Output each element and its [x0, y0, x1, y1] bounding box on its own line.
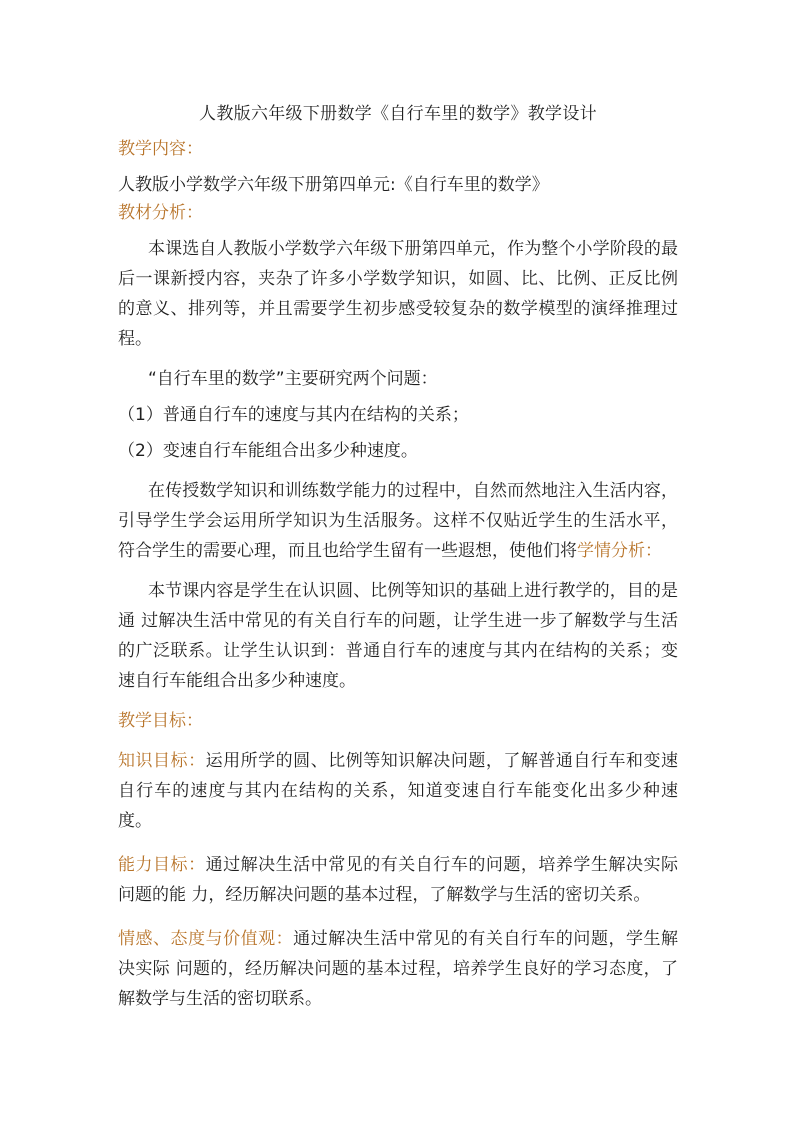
section-heading-content: 教学内容： [118, 139, 203, 159]
section-heading-goals: 教学目标： [118, 711, 203, 731]
student-paragraph-1: 本节课内容是学生在认识圆、比例等知识的基础上进行教学的，目的是通 过解决生活中常见的有关自行车的问题，让学生进一步了解数学与生活的广泛联系。让学生认识到：普通自行车的速度与其内在结构的关系；变速自行车能组合出多少种速度。 [118, 581, 678, 691]
goal-emotion-text: 通过解决生活中常见的有关自行车的问题，学生解决实际 问题的，经历解决问题的基本过程，培养学生良好的学习态度，了解数学与生活的密切联系。 [118, 929, 679, 1009]
analysis-paragraph-3 [118, 476, 678, 566]
goal-emotion-label: 情感、态度与价值观： [118, 929, 294, 949]
goal-knowledge-label: 知识目标： [118, 751, 206, 771]
analysis-question-2: （2）变速自行车能组合出多少种速度。 [118, 441, 418, 461]
analysis-question-1: （1）普通自行车的速度与其内在结构的关系； [118, 405, 469, 425]
goal-ability-text: 通过解决生活中常见的有关自行车的问题，培养学生解决实际问题的能 力，经历解决问题的基本过程，了解数学与生活的密切关系。 [118, 855, 679, 905]
goal-ability-label: 能力目标： [118, 855, 206, 875]
analysis-paragraph-3-text: 在传授数学知识和训练数学能力的过程中，自然而然地注入生活内容，引导学生学会运用所学知识为生活服务。这样不仅贴近学生的生活水平，符合学生的需要心理，而且也给学生留有一些遐想，使他们将 [118, 481, 678, 561]
goal-knowledge [118, 746, 678, 836]
analysis-paragraph-2: “自行车里的数学”主要研究两个问题： [148, 369, 438, 389]
goal-emotion [118, 924, 678, 1014]
goal-ability [118, 850, 678, 910]
document-title: 人教版六年级下册数学《自行车里的数学》教学设计 [199, 104, 597, 124]
content-text: 人教版小学数学六年级下册第四单元:《自行车里的数学》 [118, 175, 549, 195]
goal-knowledge-text: 运用所学的圆、比例等知识解决问题，了解普通自行车和变速自行车的速度与其内在结构的关系，知道变速自行车能变化出多少种速度。 [118, 751, 679, 831]
document-body [118, 100, 678, 1014]
section-heading-analysis: 教材分析： [118, 203, 203, 223]
analysis-paragraph-1: 本课选自人教版小学数学六年级下册第四单元，作为整个小学阶段的最后一课新授内容，夹杂了许多小学数学知识，如圆、比、比例、正反比例的意义、排列等，并且需要学生初步感受较复杂的数学模型的演绎推理过程。 [118, 239, 678, 349]
section-heading-student: 学情分析： [577, 541, 662, 561]
